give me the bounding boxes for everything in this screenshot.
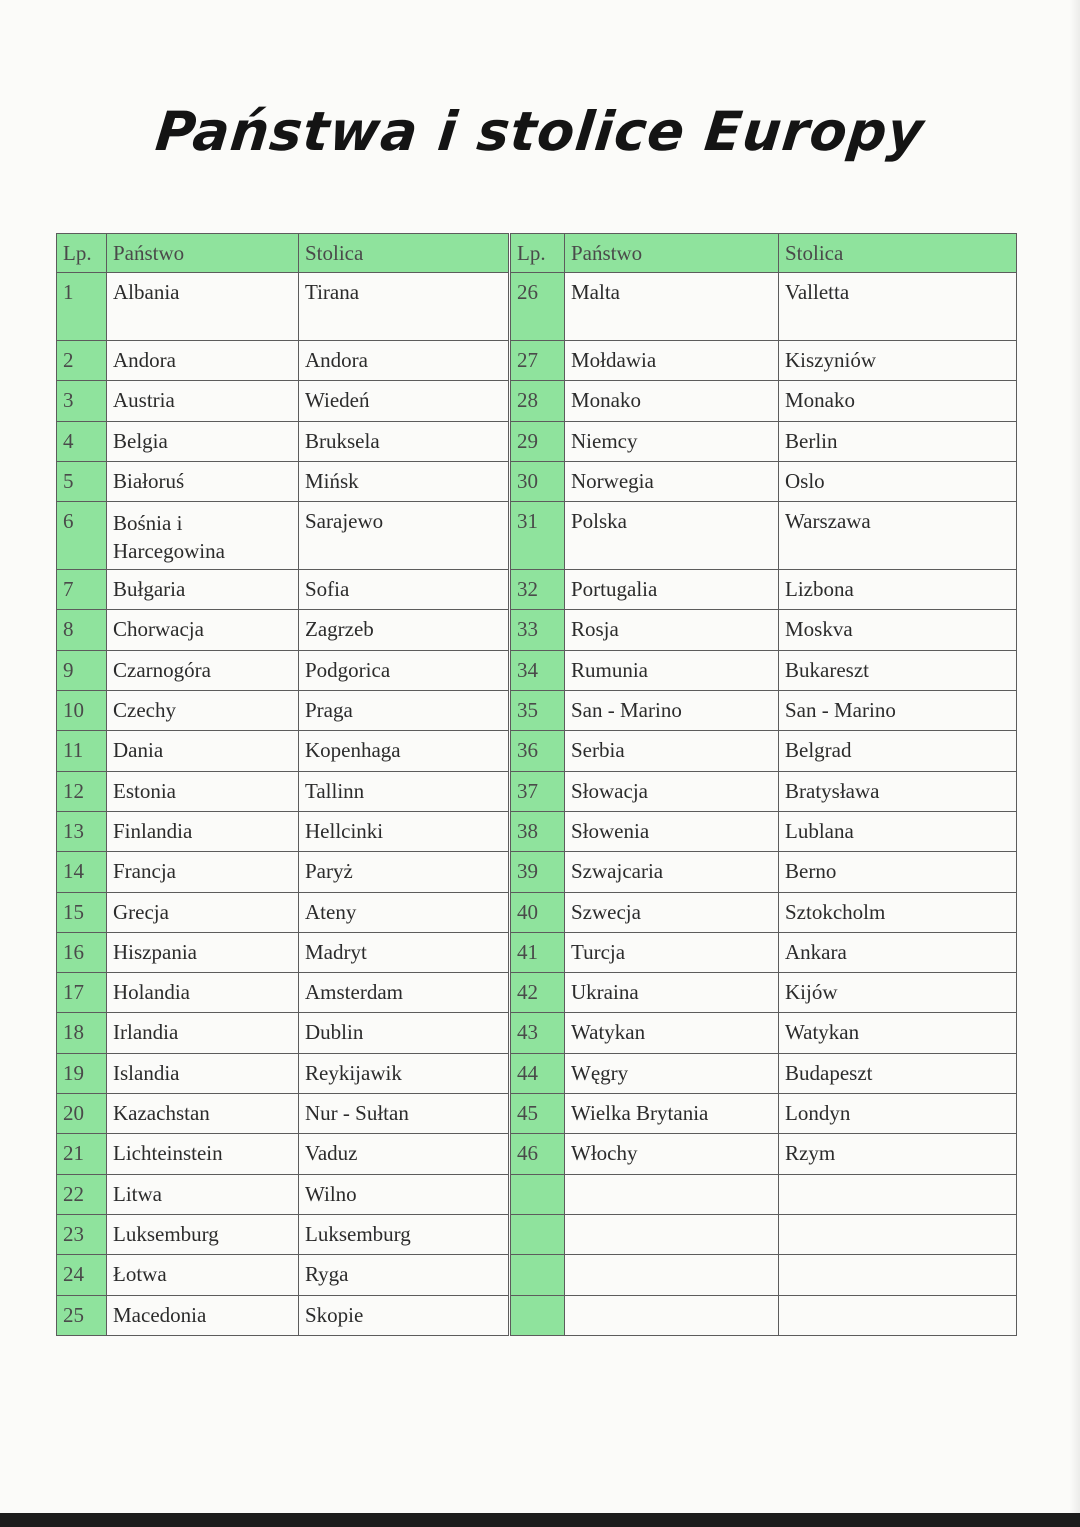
capital-name: Zagrzeb: [299, 610, 509, 650]
row-number: 2: [57, 341, 107, 381]
capital-name: Madryt: [299, 932, 509, 972]
row-number: 35: [511, 691, 565, 731]
country-name: Łotwa: [107, 1255, 299, 1295]
row-number: 31: [511, 502, 565, 570]
country-name: Lichteinstein: [107, 1134, 299, 1174]
page-bottom-edge: [0, 1513, 1080, 1527]
row-number: 24: [57, 1255, 107, 1295]
country-name: Szwecja: [565, 892, 779, 932]
row-number: 23: [57, 1214, 107, 1254]
table-row: [57, 811, 509, 851]
table-row: [57, 973, 509, 1013]
table-row: [57, 1295, 509, 1335]
country-name: Albania: [107, 273, 299, 341]
table-row: [57, 1053, 509, 1093]
country-name: Bośnia i Harcegowina: [107, 502, 299, 570]
capital-name: Bruksela: [299, 421, 509, 461]
row-number: 34: [511, 650, 565, 690]
country-name: Czechy: [107, 691, 299, 731]
capital-name: Wiedeń: [299, 381, 509, 421]
capital-name: Vaduz: [299, 1134, 509, 1174]
country-name: Polska: [565, 502, 779, 570]
capital-name: Monako: [779, 381, 1017, 421]
row-number: 32: [511, 570, 565, 610]
row-number: 3: [57, 381, 107, 421]
table-row: [511, 771, 1017, 811]
table-row: [57, 610, 509, 650]
table-row: [511, 610, 1017, 650]
row-number: 14: [57, 852, 107, 892]
table-row: [57, 341, 509, 381]
country-name: Mołdawia: [565, 341, 779, 381]
table-row: [511, 650, 1017, 690]
country-name: Węgry: [565, 1053, 779, 1093]
table-row: [57, 1255, 509, 1295]
row-number: 21: [57, 1134, 107, 1174]
country-name: Litwa: [107, 1174, 299, 1214]
country-name: Czarnogóra: [107, 650, 299, 690]
table-row: [57, 932, 509, 972]
table-row: [57, 1013, 509, 1053]
table-row: [511, 1214, 1017, 1254]
capital-name: Reykijawik: [299, 1053, 509, 1093]
table-row: [511, 973, 1017, 1013]
table-row: [511, 1174, 1017, 1214]
row-number: 18: [57, 1013, 107, 1053]
country-name: Niemcy: [565, 421, 779, 461]
capital-name: Kopenhaga: [299, 731, 509, 771]
capital-name: Kijów: [779, 973, 1017, 1013]
row-number: 27: [511, 341, 565, 381]
header-country: Państwo: [565, 234, 779, 273]
country-name: Rosja: [565, 610, 779, 650]
row-number: [511, 1255, 565, 1295]
row-number: 26: [511, 273, 565, 341]
capital-name: Praga: [299, 691, 509, 731]
row-number: 10: [57, 691, 107, 731]
table-row: [511, 381, 1017, 421]
capital-name: Mińsk: [299, 461, 509, 501]
countries-table-left: [56, 233, 509, 1336]
country-name: Islandia: [107, 1053, 299, 1093]
table-row: [57, 570, 509, 610]
row-number: 11: [57, 731, 107, 771]
country-name: Włochy: [565, 1134, 779, 1174]
country-name: Dania: [107, 731, 299, 771]
capital-name: Sarajewo: [299, 502, 509, 570]
capital-name: Sofia: [299, 570, 509, 610]
row-number: 36: [511, 731, 565, 771]
row-number: 15: [57, 892, 107, 932]
capital-name: Ateny: [299, 892, 509, 932]
capital-name: Paryż: [299, 852, 509, 892]
table-row: [57, 650, 509, 690]
country-name: Luksemburg: [107, 1214, 299, 1254]
capital-name: Skopie: [299, 1295, 509, 1335]
country-name: Rumunia: [565, 650, 779, 690]
capital-name: Amsterdam: [299, 973, 509, 1013]
table-row: [57, 502, 509, 570]
country-name: [565, 1174, 779, 1214]
row-number: 17: [57, 973, 107, 1013]
row-number: 30: [511, 461, 565, 501]
table-row: [511, 852, 1017, 892]
table-row: [511, 1013, 1017, 1053]
country-name: Słowenia: [565, 811, 779, 851]
capital-name: Warszawa: [779, 502, 1017, 570]
country-name: [565, 1214, 779, 1254]
table-row: [57, 461, 509, 501]
capital-name: Luksemburg: [299, 1214, 509, 1254]
table-row: [57, 273, 509, 341]
table-row: [511, 273, 1017, 341]
country-name: Macedonia: [107, 1295, 299, 1335]
page-title: Państwa i stolice Europy: [152, 100, 928, 163]
table-header-row: [511, 234, 1017, 273]
table-row: [511, 892, 1017, 932]
table-header-row: [57, 234, 509, 273]
table-row: [511, 691, 1017, 731]
capital-name: Andora: [299, 341, 509, 381]
country-name: Austria: [107, 381, 299, 421]
capital-name: Bratysława: [779, 771, 1017, 811]
row-number: 1: [57, 273, 107, 341]
country-name: Białoruś: [107, 461, 299, 501]
country-name: Belgia: [107, 421, 299, 461]
capital-name: [779, 1255, 1017, 1295]
country-name: San - Marino: [565, 691, 779, 731]
capital-name: Dublin: [299, 1013, 509, 1053]
country-name: Francja: [107, 852, 299, 892]
capital-name: Belgrad: [779, 731, 1017, 771]
table-row: [511, 502, 1017, 570]
country-name: Szwajcaria: [565, 852, 779, 892]
row-number: [511, 1174, 565, 1214]
country-name: Watykan: [565, 1013, 779, 1053]
capital-name: Nur - Sułtan: [299, 1094, 509, 1134]
table-row: [57, 771, 509, 811]
country-name: Grecja: [107, 892, 299, 932]
country-name: Wielka Brytania: [565, 1094, 779, 1134]
row-number: 29: [511, 421, 565, 461]
row-number: 8: [57, 610, 107, 650]
country-name: Turcja: [565, 932, 779, 972]
table-row: [511, 461, 1017, 501]
table-row: [57, 852, 509, 892]
capital-name: Tallinn: [299, 771, 509, 811]
row-number: 41: [511, 932, 565, 972]
row-number: 9: [57, 650, 107, 690]
header-number: Lp.: [57, 234, 107, 273]
table-row: [511, 1053, 1017, 1093]
header-country: Państwo: [107, 234, 299, 273]
capital-name: [779, 1174, 1017, 1214]
row-number: 19: [57, 1053, 107, 1093]
country-name: Chorwacja: [107, 610, 299, 650]
capital-name: Sztokcholm: [779, 892, 1017, 932]
capital-name: Berno: [779, 852, 1017, 892]
row-number: 16: [57, 932, 107, 972]
row-number: 20: [57, 1094, 107, 1134]
row-number: 6: [57, 502, 107, 570]
capital-name: Tirana: [299, 273, 509, 341]
capital-name: Ankara: [779, 932, 1017, 972]
capital-name: Kiszyniów: [779, 341, 1017, 381]
capital-name: Valletta: [779, 273, 1017, 341]
row-number: 46: [511, 1134, 565, 1174]
country-name: Holandia: [107, 973, 299, 1013]
country-name: Finlandia: [107, 811, 299, 851]
capital-name: Oslo: [779, 461, 1017, 501]
table-row: [57, 1094, 509, 1134]
country-name: [565, 1295, 779, 1335]
table-row: [57, 1174, 509, 1214]
capital-name: Wilno: [299, 1174, 509, 1214]
country-name: [565, 1255, 779, 1295]
capital-name: Watykan: [779, 1013, 1017, 1053]
country-name: Hiszpania: [107, 932, 299, 972]
country-name: Bułgaria: [107, 570, 299, 610]
row-number: [511, 1214, 565, 1254]
countries-table-right: [510, 233, 1017, 1336]
header-number: Lp.: [511, 234, 565, 273]
row-number: 42: [511, 973, 565, 1013]
capital-name: Ryga: [299, 1255, 509, 1295]
table-row: [511, 1295, 1017, 1335]
table-row: [511, 731, 1017, 771]
country-name: Irlandia: [107, 1013, 299, 1053]
table-row: [511, 1094, 1017, 1134]
table-row: [57, 892, 509, 932]
row-number: 12: [57, 771, 107, 811]
header-capital: Stolica: [779, 234, 1017, 273]
capital-name: San - Marino: [779, 691, 1017, 731]
table-row: [57, 1134, 509, 1174]
table-row: [511, 932, 1017, 972]
row-number: 33: [511, 610, 565, 650]
capital-name: Berlin: [779, 421, 1017, 461]
table-row: [57, 731, 509, 771]
country-name: Ukraina: [565, 973, 779, 1013]
country-name: Słowacja: [565, 771, 779, 811]
row-number: 37: [511, 771, 565, 811]
row-number: 13: [57, 811, 107, 851]
row-number: 43: [511, 1013, 565, 1053]
capital-name: Budapeszt: [779, 1053, 1017, 1093]
capital-name: Rzym: [779, 1134, 1017, 1174]
row-number: 4: [57, 421, 107, 461]
country-name: Serbia: [565, 731, 779, 771]
row-number: 40: [511, 892, 565, 932]
page-edge: [1070, 0, 1080, 1520]
capital-name: Bukareszt: [779, 650, 1017, 690]
table-row: [511, 421, 1017, 461]
row-number: 45: [511, 1094, 565, 1134]
country-name: Monako: [565, 381, 779, 421]
table-row: [511, 341, 1017, 381]
capital-name: Lublana: [779, 811, 1017, 851]
row-number: [511, 1295, 565, 1335]
capital-name: [779, 1295, 1017, 1335]
row-number: 44: [511, 1053, 565, 1093]
table-row: [511, 1255, 1017, 1295]
country-name: Norwegia: [565, 461, 779, 501]
row-number: 39: [511, 852, 565, 892]
country-name: Portugalia: [565, 570, 779, 610]
row-number: 7: [57, 570, 107, 610]
table-row: [511, 570, 1017, 610]
country-name: Kazachstan: [107, 1094, 299, 1134]
table-row: [57, 421, 509, 461]
capital-name: Podgorica: [299, 650, 509, 690]
table-row: [57, 691, 509, 731]
row-number: 5: [57, 461, 107, 501]
row-number: 28: [511, 381, 565, 421]
capital-name: Lizbona: [779, 570, 1017, 610]
capital-name: Hellcinki: [299, 811, 509, 851]
country-name: Andora: [107, 341, 299, 381]
capital-name: Londyn: [779, 1094, 1017, 1134]
capital-name: Moskva: [779, 610, 1017, 650]
row-number: 22: [57, 1174, 107, 1214]
row-number: 25: [57, 1295, 107, 1335]
table-row: [511, 811, 1017, 851]
header-capital: Stolica: [299, 234, 509, 273]
table-row: [57, 1214, 509, 1254]
capital-name: [779, 1214, 1017, 1254]
row-number: 38: [511, 811, 565, 851]
country-name: Estonia: [107, 771, 299, 811]
country-name: Malta: [565, 273, 779, 341]
table-row: [511, 1134, 1017, 1174]
table-row: [57, 381, 509, 421]
